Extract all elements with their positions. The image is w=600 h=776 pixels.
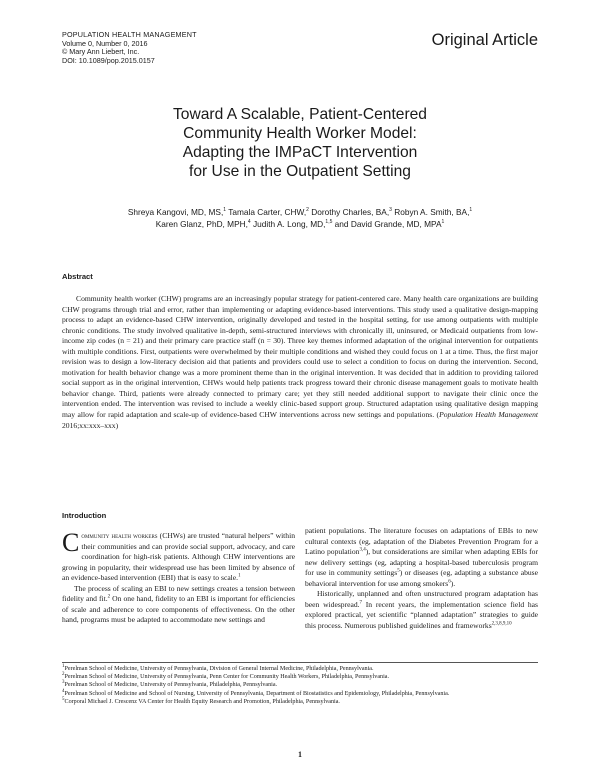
body-column-left <box>62 528 295 626</box>
footnote <box>62 673 538 681</box>
volume-info: Volume 0, Number 0, 2016 <box>62 38 148 48</box>
article-type: Original Article <box>431 31 538 49</box>
footnote-text: Perelman School of Medicine, University of Pennsylvania, Penn Center for Community Health Workers, Philadelphia, Pennsylvania. <box>64 674 390 681</box>
page-number: 1 <box>298 750 302 759</box>
paragraph-text: patient populations. The literature focuses on adaptations of EBIs to new cultural contexts (eg, adaptation of the Diabetes Prevention Program for a Latino population <box>305 526 538 557</box>
author: Dorothy Charles, BA, <box>308 207 390 217</box>
title-line: Adapting the IMPaCT Intervention <box>182 144 418 161</box>
introduction-heading: Introduction <box>62 511 107 520</box>
journal-name: POPULATION HEALTH MANAGEMENT <box>62 30 197 39</box>
body-column-right <box>305 526 538 631</box>
author: Karen Glanz, PhD, MPH, <box>155 218 248 229</box>
paragraph-text: ) or diseases (eg, adapting a substance abuse behavioral intervention for use among smokers <box>305 568 538 588</box>
doi: DOI: 10.1089/pop.2015.0157 <box>62 55 155 65</box>
footnotes <box>62 665 538 706</box>
footnote-text: Perelman School of Medicine, University of Pennsylvania, Philadelphia, Pennsylvania. <box>64 682 278 689</box>
paragraph-text: On one hand, fidelity to an EBI is important for efficiencies of scale and adherence to core components of effectiveness. On the other hand, programs must be adapted to accommodate new settings and <box>62 594 295 625</box>
paragraph-text: In recent years, the implementation science field has explored practical, yet scientific “planned adaptation” strategies to guide this process. Numerous published guidelines and frameworks <box>305 599 538 630</box>
affiliation-ref: 1,5 <box>325 218 333 225</box>
footnote-marker: 4 <box>62 688 65 694</box>
abstract-paragraph <box>62 294 538 431</box>
footnote <box>62 690 538 698</box>
paragraph-text: ). <box>450 578 456 588</box>
reference-marker: 5 <box>397 568 400 574</box>
abstract-heading: Abstract <box>62 272 93 281</box>
paragraph <box>62 528 295 584</box>
affiliation-ref: 2 <box>306 207 309 214</box>
footnote-text: Perelman School of Medicine, University of Pennsylvania, Division of General Internal Medicine, Philadelphia, Pennsylvania. <box>64 666 374 672</box>
journal-header <box>62 31 197 65</box>
reference-marker: 2 <box>107 594 111 600</box>
title-line: for Use in the Outpatient Setting <box>189 163 411 180</box>
citation-journal: Population Health Management <box>439 410 539 420</box>
affiliation-ref: 1 <box>469 207 473 214</box>
paragraph-text: ), but considerations are similar when adapting EBIs for new delivery settings (eg, adapting a hospital-based tuberculosis program for use in community settings <box>305 547 538 578</box>
paragraph <box>305 526 538 589</box>
drop-cap: C <box>62 528 80 557</box>
abstract-text: Community health worker (CHW) programs are an increasingly popular strategy for patient-centered care. Many health care organizations are building CHW programs through trial and error, rather than implementing or adapting evidence-based interventions. This study used a qualitative design-mapping process to adapt an evidence-based CHW intervention, originally developed and tested in the hospital setting, for use among outpatients with multiple chronic conditions. The study involved qualitative in-depth, semi-structured interviews with chronically ill, uninsured, or Medicaid outpatients from low-income zip codes (n = 21) and their primary care practice staff (n = 30). Three key themes informed adaptation of the original intervention for outpatients with multiple conditions. First, outpatients were overwhelmed by their multiple conditions and wished they could focus on 1 at a time. Thus, the first major revision was to design a low-literacy decision aid that patients and providers could use to select a condition to focus on during the intervention. Second, motivation for health behavior change was a more prominent theme than in the original intervention. It was decided that in addition to providing tailored social support as in the original intervention, CHWs would help patients track progress toward their chronic disease management goals to motivate health behavior change. Third, patients were already connected to primary care; yet they still needed additional support to navigate their clinic once the intervention ended. The intervention was revised to include a weekly clinic-based support group. Structured adaptation using qualitative design mapping may allow for rapid adaptation and scale-up of evidence-based CHW interventions across new settings and populations. ( <box>62 294 538 420</box>
copyright: © Mary Ann Liebert, Inc. <box>62 47 140 57</box>
article-title <box>60 105 540 181</box>
paragraph-text: The process of scaling an EBI to new settings creates a tension between fidelity and fit. <box>62 583 295 604</box>
title-line: Community Health Worker Model: <box>183 125 417 142</box>
footnote-text: Corporal Michael J. Crescenz VA Center for Health Equity Research and Promotion, Philadelphia, Pennsylvania. <box>64 698 340 705</box>
footnote-marker: 5 <box>62 696 65 702</box>
footnote-divider <box>62 662 538 663</box>
paragraph <box>62 584 295 626</box>
author: and David Grande, MD, MPA <box>332 218 442 229</box>
affiliation-ref: 1 <box>223 207 227 214</box>
author-line-1 <box>60 207 540 219</box>
lead-in: ommunity health workers <box>81 531 158 540</box>
author: Robyn A. Smith, BA, <box>391 207 470 217</box>
author-list <box>60 207 540 230</box>
title-line: Toward A Scalable, Patient-Centered <box>173 106 427 123</box>
reference-marker: 7 <box>359 600 363 606</box>
footnote <box>62 681 538 689</box>
author: Judith A. Long, MD, <box>250 218 326 229</box>
affiliation-ref: 4 <box>247 218 251 225</box>
paragraph-text: Historically, unplanned and often unstructured program adaptation has been widespread. <box>305 589 538 609</box>
affiliation-ref: 3 <box>389 207 392 214</box>
reference-marker: 3,4 <box>359 547 366 553</box>
footnote <box>62 665 538 673</box>
affiliation-ref: 1 <box>441 218 445 225</box>
author: Tamala Carter, CHW, <box>226 207 307 217</box>
footnote <box>62 698 538 706</box>
author: Shreya Kangovi, MD, MS, <box>127 207 224 217</box>
footnote-marker: 3 <box>62 680 65 686</box>
paragraph <box>305 589 538 631</box>
abstract-body <box>62 294 538 431</box>
paragraph-text: (CHWs) are trusted “natural helpers” within their communities and can provide social support, advocacy, and care coordination for high-risk patients. Although CHW interventions are growing in popularity, their widespread use has been limited by absence of an evidence-based intervention (EBI) that is easy to scale. <box>62 531 295 583</box>
footnote-marker: 1 <box>62 663 65 669</box>
footnote-marker: 2 <box>62 672 65 678</box>
reference-marker: 1 <box>238 573 241 579</box>
citation-tail: 2016;xx:xxx–xxx) <box>62 420 119 430</box>
reference-marker: 2,3,8,9,10 <box>491 621 512 627</box>
footnote-text: Perelman School of Medicine and School of Nursing, University of Pennsylvania, Department of Biostatistics and Epidemiology, Philadelphia, Pennsylvania. <box>64 690 450 697</box>
reference-marker: 6 <box>448 579 451 585</box>
author-line-2 <box>60 219 540 231</box>
